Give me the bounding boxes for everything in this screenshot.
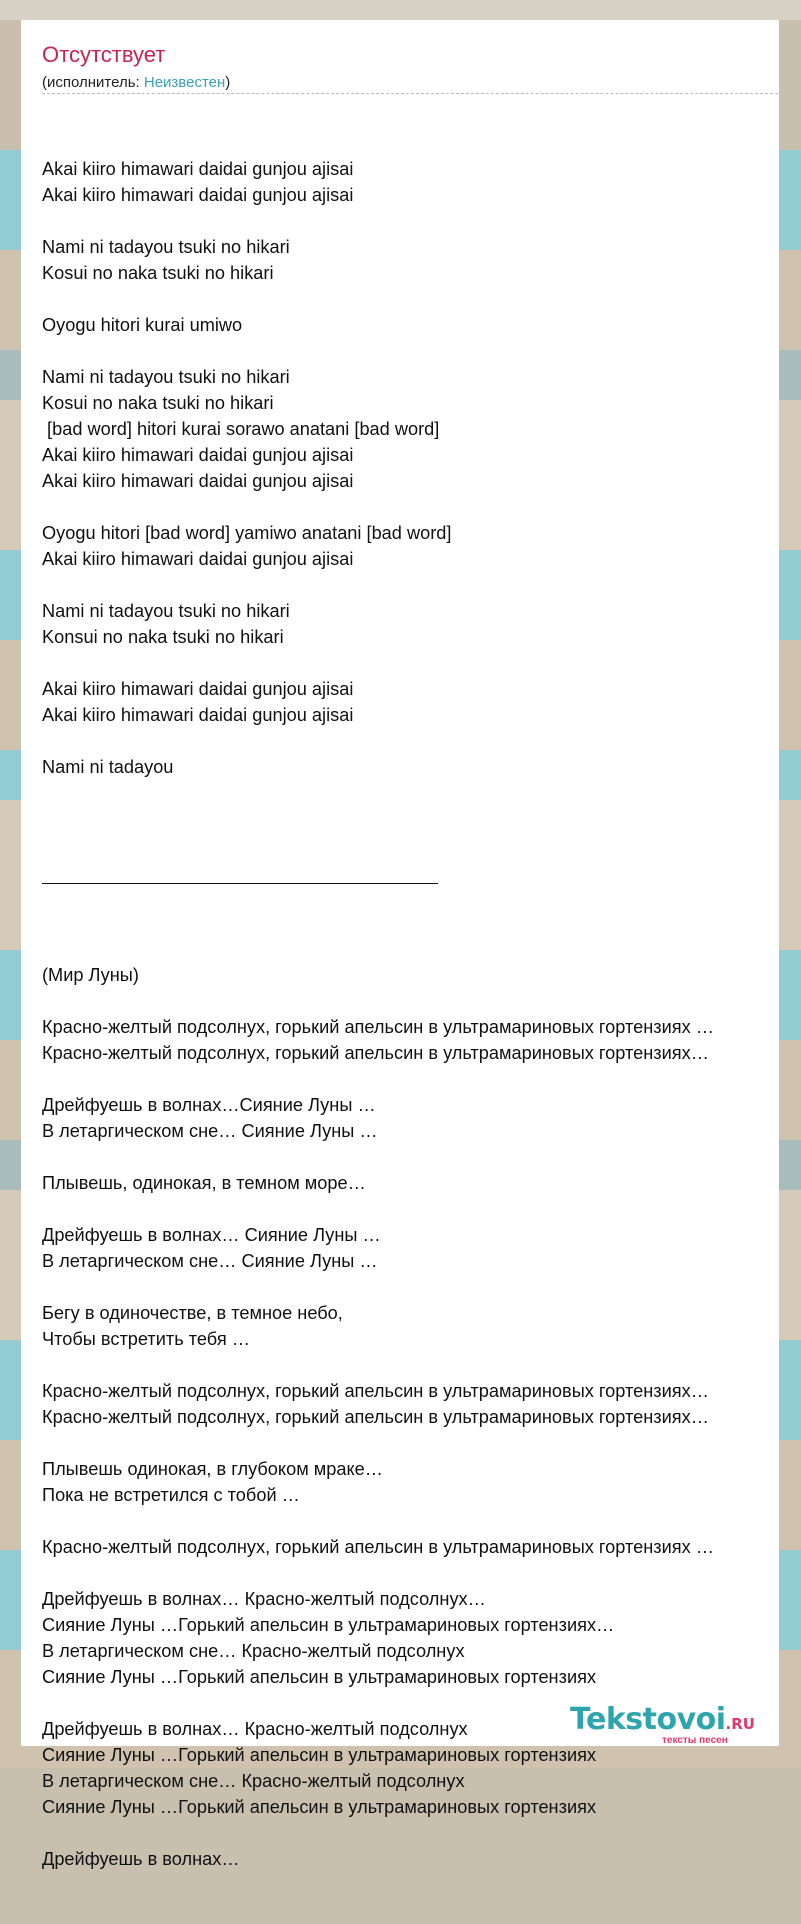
lyrics-line: Nami ni tadayou	[42, 757, 174, 777]
lyrics-line: В летаргическом сне… Красно-желтый подсолнух	[42, 1771, 465, 1791]
lyrics-line: В летаргическом сне… Сияние Луны …	[42, 1251, 378, 1271]
lyrics-line: Красно-желтый подсолнух, горький апельсин в ультрамариновых гортензиях…	[42, 1407, 709, 1427]
lyrics-blank-line	[42, 1508, 779, 1534]
lyrics-blank-line	[42, 780, 779, 806]
lyrics-blank-line	[42, 1196, 779, 1222]
lyrics-blank-line	[42, 1066, 779, 1092]
lyrics-line: Akai kiiro himawari daidai gunjou ajisai	[42, 185, 354, 205]
lyrics-blank-line	[42, 572, 779, 598]
lyrics-line: Nami ni tadayou tsuki no hikari	[42, 237, 290, 257]
artist-link[interactable]: Неизвестен	[143, 74, 226, 91]
lyrics-line: Чтобы встретить тебя …	[42, 1329, 250, 1349]
lyrics-blank-line	[42, 338, 779, 364]
logo-domain: .RU	[725, 1715, 755, 1733]
lyrics-line: Oyogu hitori kurai umiwo	[42, 315, 243, 335]
lyrics-line: Бегу в одиночестве, в темное небо,	[42, 1303, 343, 1323]
lyrics-line: Akai kiiro himawari daidai gunjou ajisai	[42, 679, 354, 699]
lyrics-line: Пока не встретился с тобой …	[42, 1485, 300, 1505]
lyrics-line: Сияние Луны …Горький апельсин в ультрамариновых гортензиях	[42, 1797, 597, 1817]
lyrics-line: Плывешь, одинокая, в темном море…	[42, 1173, 366, 1193]
lyrics-line: Дрейфуешь в волнах… Красно-желтый подсолнух	[42, 1719, 468, 1739]
translation-divider	[42, 858, 438, 884]
stripe-band	[0, 0, 801, 20]
lyrics-line: Сияние Луны …Горький апельсин в ультрамариновых гортензиях	[42, 1745, 597, 1765]
site-logo[interactable]	[570, 1702, 755, 1746]
lyrics-line: Дрейфуешь в волнах…	[42, 1849, 240, 1869]
lyrics-line: Дрейфуешь в волнах… Сияние Луны …	[42, 1225, 381, 1245]
lyrics-blank-line	[42, 1430, 779, 1456]
lyrics-blank-line	[42, 494, 779, 520]
lyrics-line: Nami ni tadayou tsuki no hikari	[42, 367, 290, 387]
lyrics-blank-line	[42, 208, 779, 234]
lyrics-line: Akai kiiro himawari daidai gunjou ajisai	[42, 159, 354, 179]
lyrics-line: Nami ni tadayou tsuki no hikari	[42, 601, 290, 621]
lyrics-line: Дрейфуешь в волнах… Красно-желтый подсолнух…	[42, 1589, 486, 1609]
lyrics-blank-line	[42, 1352, 779, 1378]
lyrics-blank-line	[42, 728, 779, 754]
logo-tagline: тексты песен	[662, 1735, 728, 1746]
lyrics-blank-line	[42, 1820, 779, 1846]
lyrics-blank-line	[42, 1560, 779, 1586]
lyrics-line: Akai kiiro himawari daidai gunjou ajisai	[42, 445, 354, 465]
lyrics-line: Kosui no naka tsuki no hikari	[42, 393, 274, 413]
lyrics-blank-line	[42, 988, 779, 1014]
lyrics-blank-line	[42, 936, 779, 962]
lyrics-line: Kosui no naka tsuki no hikari	[42, 263, 274, 283]
lyrics-line: В летаргическом сне… Сияние Луны …	[42, 1121, 378, 1141]
lyrics-line: Сияние Луны …Горький апельсин в ультрамариновых гортензиях	[42, 1667, 597, 1687]
lyrics-line: Дрейфуешь в волнах…Сияние Луны …	[42, 1095, 376, 1115]
lyrics-line: [bad word] hitori kurai sorawo anatani [bad word]	[42, 419, 440, 439]
artist-line	[42, 74, 230, 92]
logo-wordmark: Tekstovoi	[570, 1702, 726, 1737]
lyrics-line: Oyogu hitori [bad word] yamiwo anatani [bad word]	[42, 523, 452, 543]
lyrics-line: Красно-желтый подсолнух, горький апельсин в ультрамариновых гортензиях …	[42, 1537, 714, 1557]
lyrics-blank-line	[42, 1274, 779, 1300]
title-divider	[42, 93, 778, 94]
lyrics-line: Красно-желтый подсолнух, горький апельсин в ультрамариновых гортензиях…	[42, 1043, 709, 1063]
lyrics-line: (Мир Луны)	[42, 965, 139, 985]
song-title: Отсутствует	[42, 42, 166, 67]
lyrics-line: Плывешь одинокая, в глубоком мраке…	[42, 1459, 383, 1479]
lyrics-blank-line	[42, 1144, 779, 1170]
lyrics-line: Akai kiiro himawari daidai gunjou ajisai	[42, 471, 354, 491]
lyrics-card	[21, 20, 779, 1869]
lyrics-body	[42, 104, 779, 1924]
lyrics-line: В летаргическом сне… Красно-желтый подсолнух	[42, 1641, 465, 1661]
lyrics-line: Konsui no naka tsuki no hikari	[42, 627, 284, 647]
lyrics-blank-line	[42, 286, 779, 312]
lyrics-line: Akai kiiro himawari daidai gunjou ajisai	[42, 705, 354, 725]
lyrics-blank-line	[42, 650, 779, 676]
lyrics-line: Красно-желтый подсолнух, горький апельсин в ультрамариновых гортензиях …	[42, 1017, 714, 1037]
lyrics-line: Akai kiiro himawari daidai gunjou ajisai	[42, 549, 354, 569]
artist-prefix: (исполнитель:	[42, 74, 144, 91]
artist-suffix: )	[225, 74, 231, 91]
lyrics-line: Красно-желтый подсолнух, горький апельсин в ультрамариновых гортензиях…	[42, 1381, 709, 1401]
lyrics-original	[42, 156, 779, 806]
lyrics-line: Сияние Луны …Горький апельсин в ультрамариновых гортензиях…	[42, 1615, 615, 1635]
